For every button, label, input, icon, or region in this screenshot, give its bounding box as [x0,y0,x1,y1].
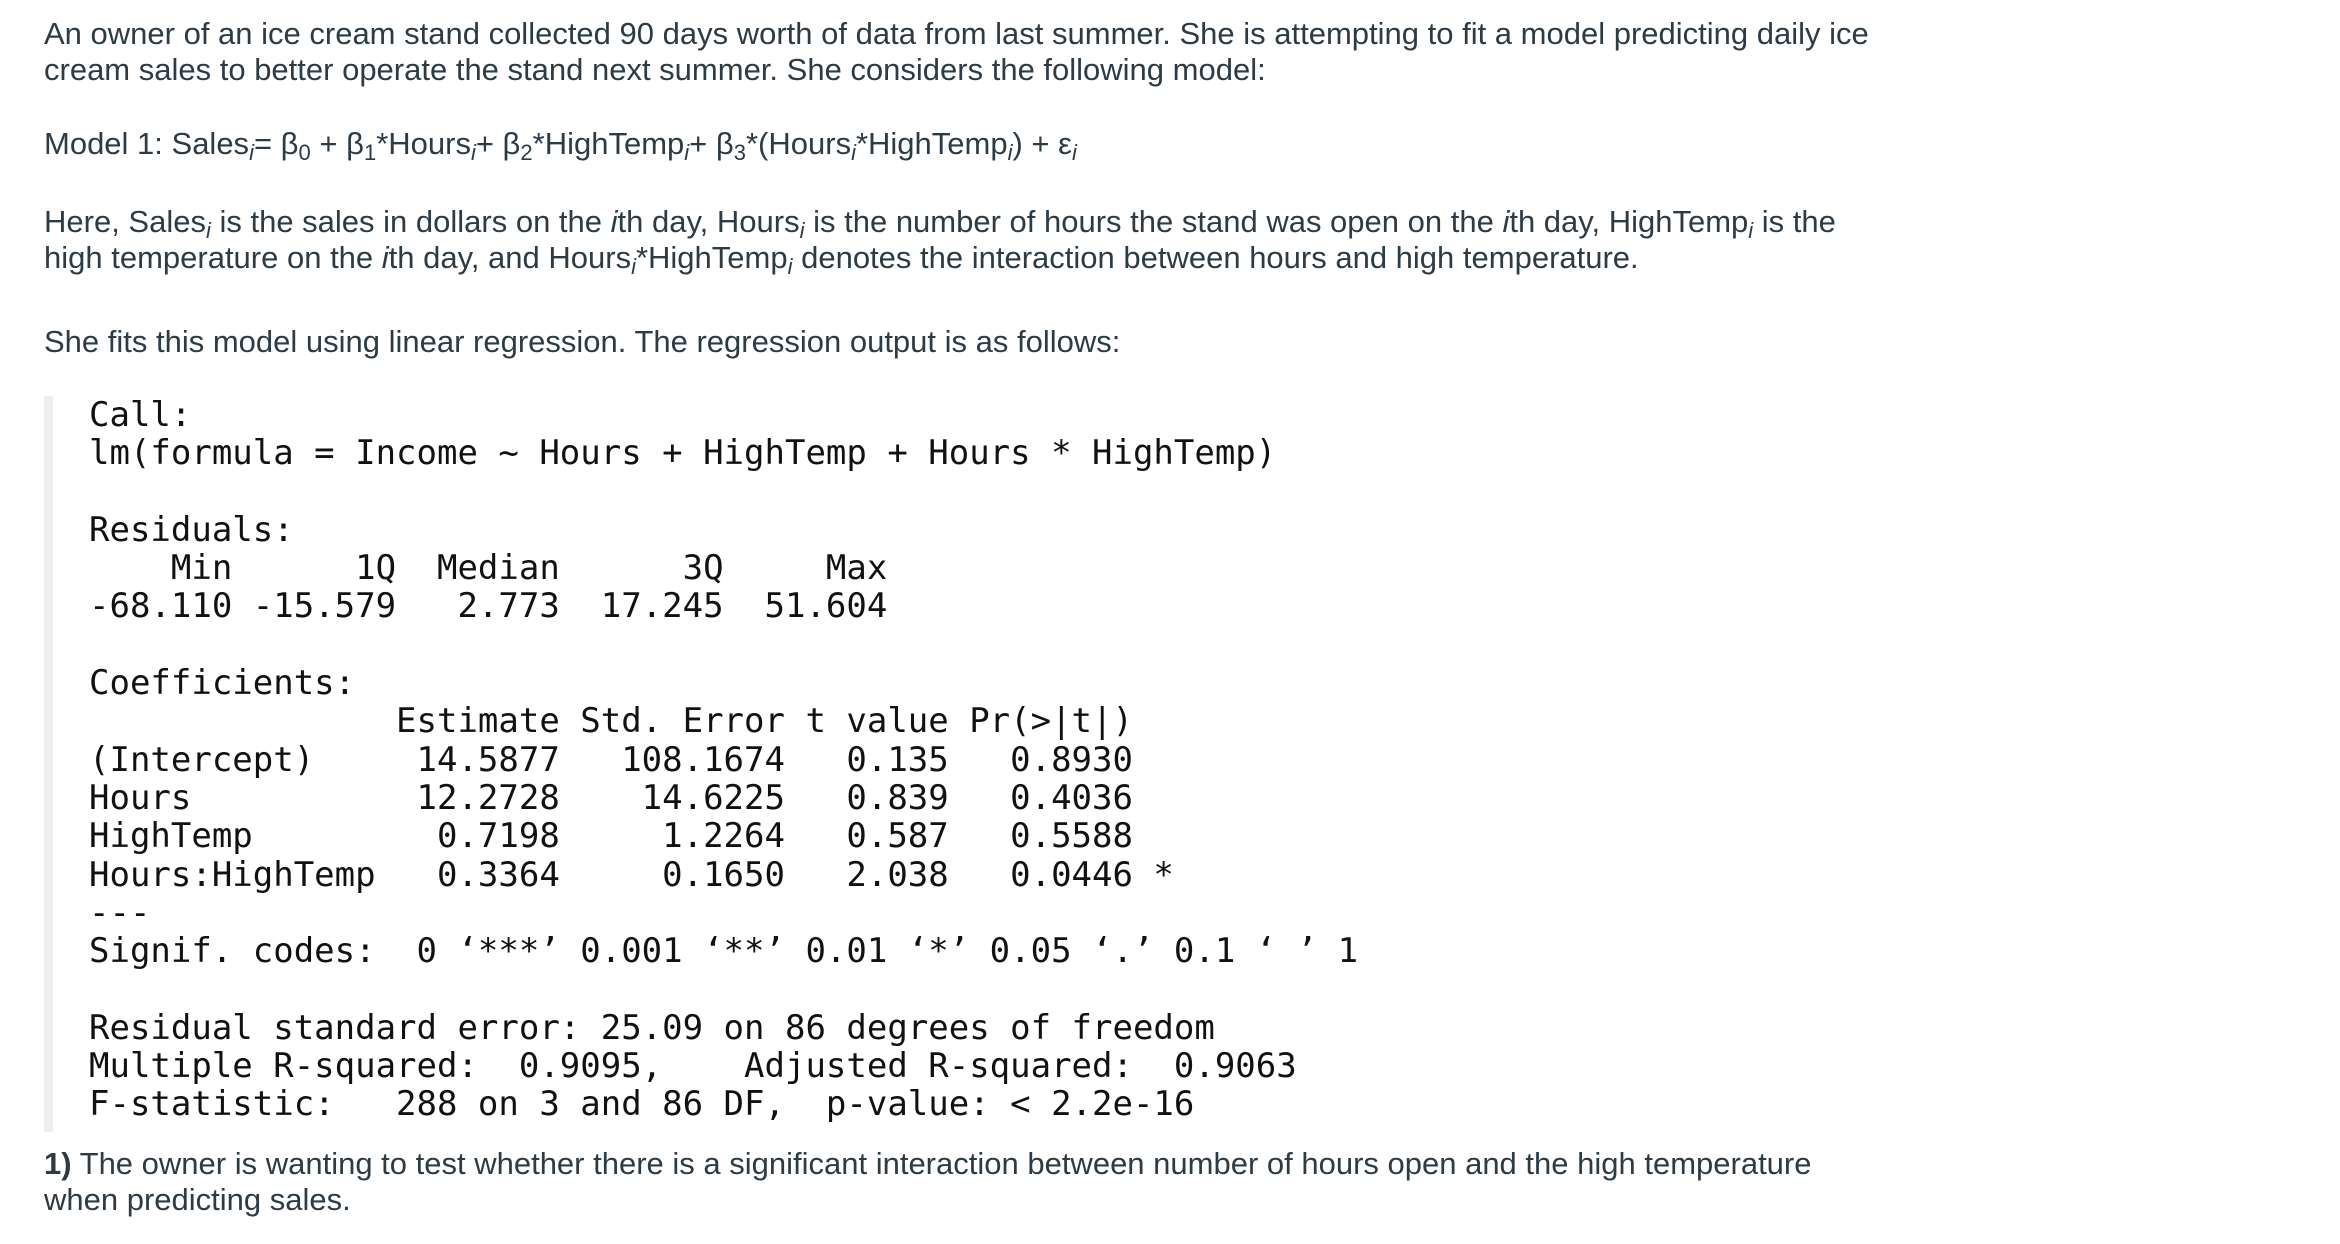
output-line: Hours 12.2728 14.6225 0.839 0.4036 [89,777,1174,818]
sub-i: i [470,140,476,165]
sub-i: i [631,254,636,279]
def-text: high temperature on the [44,240,382,275]
model-equation [44,126,1077,165]
term-interaction-open: *(Hours [745,126,852,161]
output-line: (Intercept) 14.5877 108.1674 0.135 0.8930 [89,739,1174,780]
sub-i: i [1071,140,1077,165]
fit-sentence: She fits this model using linear regression. The regression output is as follows: [44,324,1121,359]
sub-i: i [1007,140,1013,165]
def-text: denotes the interaction between hours and high temperature. [792,240,1639,275]
output-line: Estimate Std. Error t value Pr(>|t|) [89,701,1174,742]
definitions-paragraph [44,204,1836,279]
beta3: + β [689,126,734,161]
def-text: Here, Sales [44,204,206,239]
def-text: is the sales in dollars on the [210,204,611,239]
def-text: th day, and Hours [388,240,632,275]
intro-line-1: An owner of an ice cream stand collected 90 days worth of data from last summer. She is attempting to fit a model predicting daily ice [44,16,1869,51]
question-line-2: when predicting sales. [44,1182,351,1217]
def-text: *HighTemp [635,240,788,275]
def-text: is the number of hours the stand was open on the [804,204,1503,239]
output-line: Residual standard error: 25.09 on 86 degrees of freedom [89,1007,1215,1048]
italic-i: i [381,240,389,275]
beta1: + β [310,126,364,161]
question-line-1: The owner is wanting to test whether there is a significant interaction between number of hours open and the high temperature [71,1146,1812,1181]
term-interaction-hightemp: *HighTemp [855,126,1008,161]
output-line: Min 1Q Median 3Q Max [89,548,908,589]
regression-output-box [44,395,1359,1132]
output-line: lm(formula = Income ~ Hours + HighTemp + Hours * HighTemp) [89,433,1277,474]
output-line: Signif. codes: 0 ‘***’ 0.001 ‘**’ 0.01 ‘*’ 0.05 ‘.’ 0.1 ‘ ’ 1 [89,931,1359,972]
sub-i: i [249,140,254,165]
output-line: Call: [89,395,192,435]
def-text: th day, HighTemp [1509,204,1749,239]
intro-line-2: cream sales to better operate the stand next summer. She considers the following model: [44,52,1266,87]
sub-1: 1 [363,140,377,165]
output-line: -68.110 -15.579 2.773 17.245 51.604 [89,586,908,627]
output-line: --- [89,892,151,933]
beta2: + β [475,126,521,161]
sub-2: 2 [520,140,533,165]
sub-i: i [1748,218,1754,243]
italic-i: i [1502,204,1510,239]
def-text: th day, Hours [617,204,800,239]
question-number: 1) [44,1146,72,1181]
regression-output [89,396,1358,1124]
def-text: is the [1753,204,1836,239]
sub-3: 3 [733,140,746,165]
question-1 [44,1146,1811,1218]
model-label: Model 1: Sales [44,126,250,161]
output-line: Multiple R-squared: 0.9095, Adjusted R-squared: 0.9063 [89,1046,1318,1087]
output-line: Residuals: [89,509,294,550]
sub-i: i [799,218,805,243]
sub-0: 0 [298,140,311,165]
term-hightemp: *HighTemp [532,126,685,161]
output-line: Hours:HighTemp 0.3364 0.1650 2.038 0.0446 * [89,854,1174,895]
output-line: F-statistic: 288 on 3 and 86 DF, p-value: < 2.2e-16 [89,1084,1195,1125]
beta0: = β [253,126,299,161]
term-interaction-close: ) + ε [1012,126,1072,161]
intro-paragraph [44,16,1869,88]
sub-i: i [205,218,211,243]
sub-i: i [851,140,856,165]
term-hours: *Hours [376,126,471,161]
italic-i: i [610,204,618,239]
sub-i: i [684,140,690,165]
output-line: HighTemp 0.7198 1.2264 0.587 0.5588 [89,816,1174,857]
output-line: Coefficients: [89,663,356,704]
sub-i: i [787,254,793,279]
